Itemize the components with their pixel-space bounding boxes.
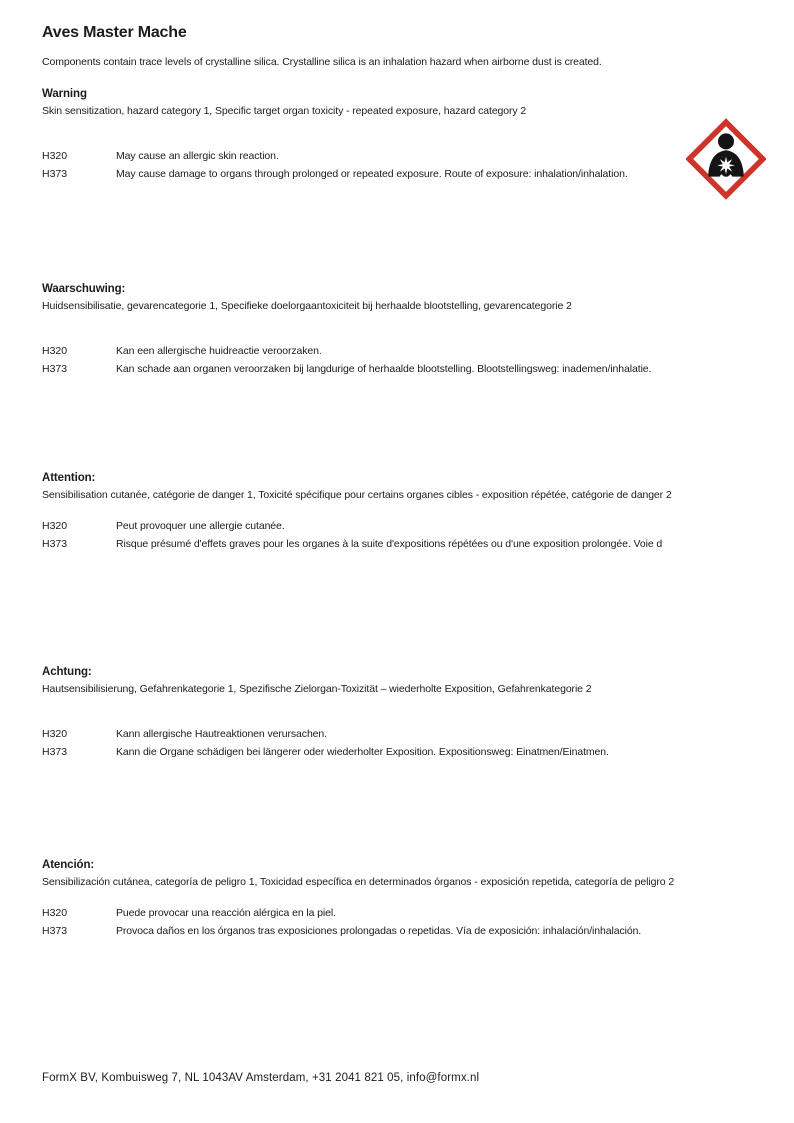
statement-code: H320 xyxy=(42,345,68,357)
signal-word: Attention: xyxy=(42,472,96,484)
statement-text: May cause an allergic skin reaction. xyxy=(116,150,279,162)
statement-row xyxy=(42,345,754,363)
statement-row xyxy=(42,728,754,746)
hazard-statements xyxy=(42,728,754,763)
hazard-statements xyxy=(42,907,754,942)
statement-text: Kann die Organe schädigen bei längerer oder wiederholter Exposition. Expositionsweg: Einatmen/Einatmen. xyxy=(116,745,609,758)
statement-text: Kann allergische Hautreaktionen verursachen. xyxy=(116,728,327,740)
hazard-classification: Sensibilización cutánea, categoría de peligro 1, Toxicidad específica en determinados órganos - exposición repetida, categoría de peligro 2 xyxy=(42,876,675,888)
hazard-section-english xyxy=(42,88,754,185)
hazard-classification: Skin sensitization, hazard category 1, Specific target organ toxicity - repeated exposure, hazard category 2 xyxy=(42,105,527,117)
hazard-section-french xyxy=(42,472,754,555)
hazard-classification: Sensibilisation cutanée, catégorie de danger 1, Toxicité spécifique pour certains organes cibles - exposition répétée, catégorie de danger 2 xyxy=(42,489,672,501)
signal-word: Warning xyxy=(42,88,87,100)
signal-word: Achtung: xyxy=(42,666,92,678)
statement-code: H373 xyxy=(42,167,68,180)
statement-text: May cause damage to organs through prolonged or repeated exposure. Route of exposure: inhalation/inhalation. xyxy=(116,167,628,180)
statement-code: H320 xyxy=(42,907,68,919)
hazard-statements xyxy=(42,150,754,185)
statement-row xyxy=(42,150,754,168)
statement-text: Risque présumé d'effets graves pour les organes à la suite d'expositions répétées ou d'une exposition prolongée. Voie d xyxy=(116,537,663,550)
statement-code: H373 xyxy=(42,924,68,937)
hazard-section-german xyxy=(42,666,754,763)
statement-row xyxy=(42,746,754,764)
product-title: Aves Master Mache xyxy=(42,24,187,41)
statement-code: H320 xyxy=(42,728,68,740)
statement-row xyxy=(42,907,754,925)
hazard-statements xyxy=(42,345,754,380)
statement-text: Kan schade aan organen veroorzaken bij langdurige of herhaalde blootstelling. Blootstellingsweg: inademen/inhalatie. xyxy=(116,362,652,375)
silica-notice-text: Components contain trace levels of crystalline silica. Crystalline silica is an inhalation hazard when airborne dust is created. xyxy=(42,56,602,68)
statement-code: H373 xyxy=(42,362,68,375)
hazard-section-spanish xyxy=(42,859,754,942)
signal-word: Atención: xyxy=(42,859,95,871)
statement-code: H320 xyxy=(42,150,68,162)
statement-row xyxy=(42,925,754,943)
hazard-section-dutch xyxy=(42,283,754,380)
statement-row xyxy=(42,538,754,556)
hazard-classification: Hautsensibilisierung, Gefahrenkategorie 1, Spezifische Zielorgan-Toxizität – wiederholte Exposition, Gefahrenkategorie 2 xyxy=(42,683,592,695)
statement-text: Peut provoquer une allergie cutanée. xyxy=(116,520,285,532)
statement-row xyxy=(42,168,754,186)
statement-code: H373 xyxy=(42,745,68,758)
hazard-classification: Huidsensibilisatie, gevarencategorie 1, Specifieke doelorgaantoxiciteit bij herhaalde blootstelling, gevarencategorie 2 xyxy=(42,300,572,312)
statement-row xyxy=(42,363,754,381)
statement-row xyxy=(42,520,754,538)
statement-text: Kan een allergische huidreactie veroorzaken. xyxy=(116,345,322,357)
statement-code: H320 xyxy=(42,520,68,532)
statement-text: Provoca daños en los órganos tras exposiciones prolongadas o repetidas. Vía de exposición: inhalación/inhalación. xyxy=(116,924,642,937)
statement-code: H373 xyxy=(42,537,68,550)
hazard-statements xyxy=(42,520,754,555)
statement-text: Puede provocar una reacción alérgica en la piel. xyxy=(116,907,336,919)
signal-word: Waarschuwing: xyxy=(42,283,126,295)
supplier-contact-line: FormX BV, Kombuisweg 7, NL 1043AV Amsterdam, +31 2041 821 05, info@formx.nl xyxy=(42,1072,480,1084)
